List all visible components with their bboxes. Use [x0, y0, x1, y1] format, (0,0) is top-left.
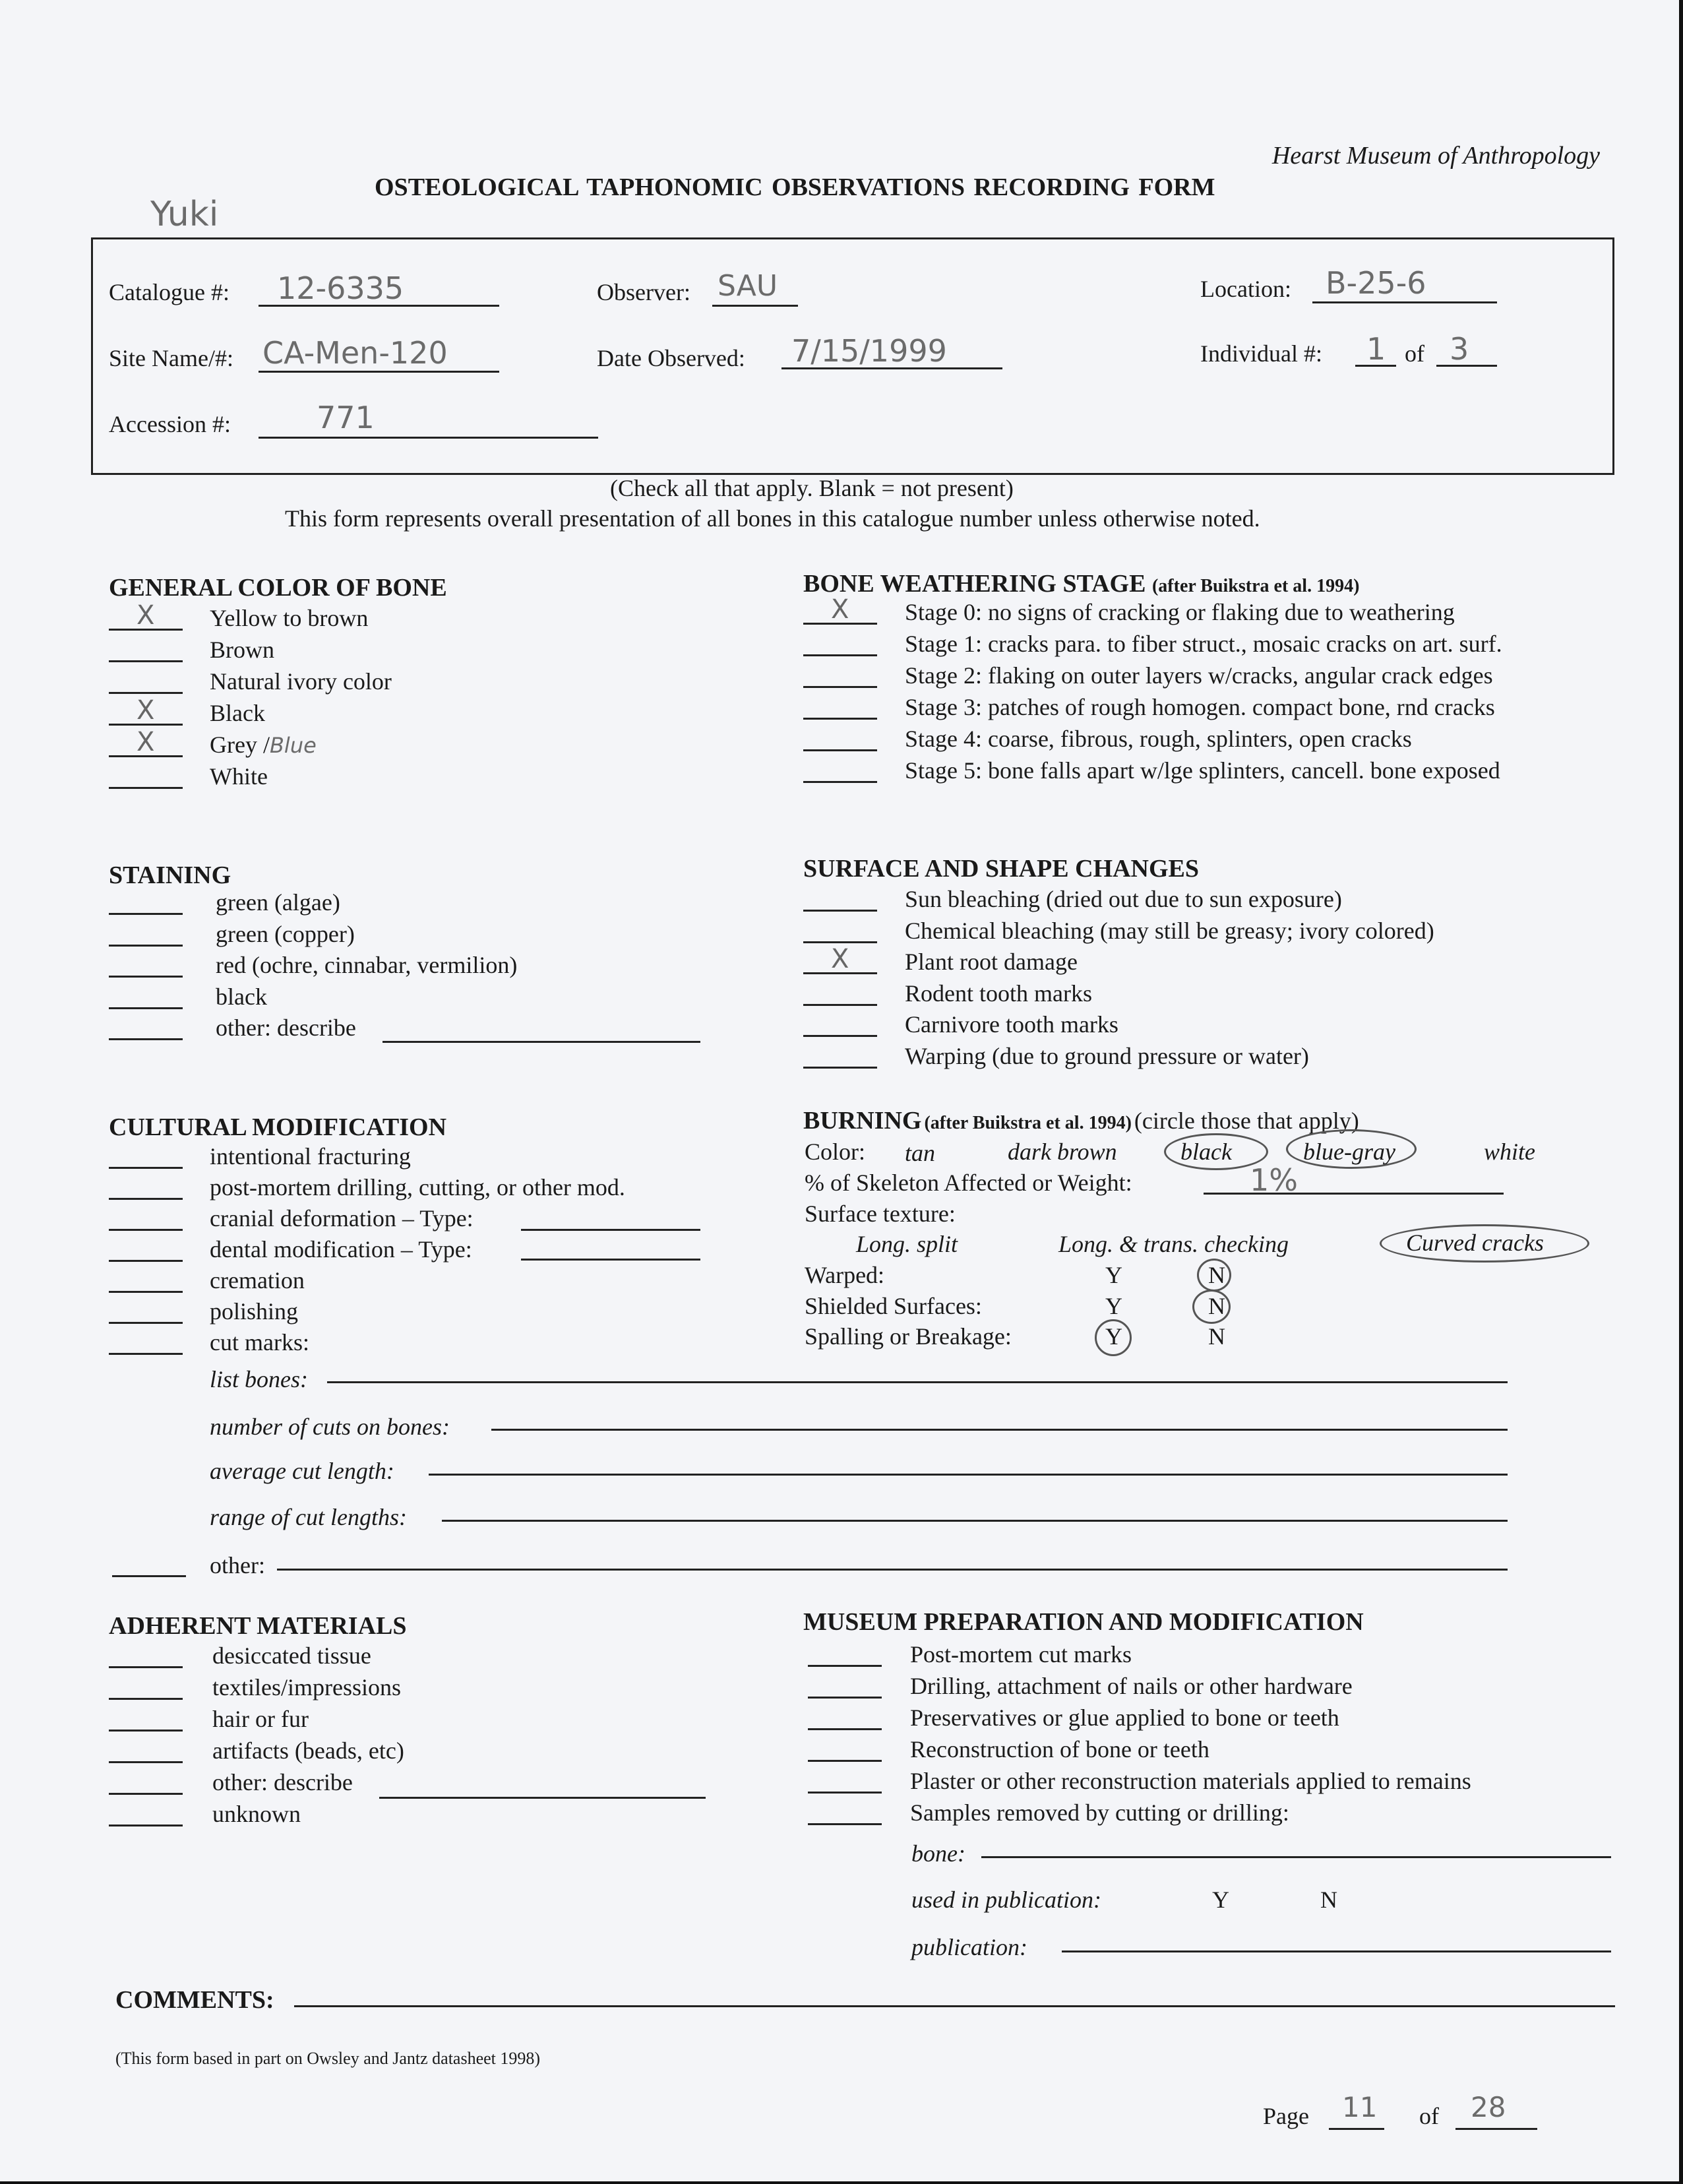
section-general-color-title: GENERAL COLOR OF BONE: [109, 574, 447, 602]
location-label: Location:: [1200, 276, 1291, 302]
section-burning-title: [803, 1108, 1359, 1134]
observer-field[interactable]: SAU: [718, 269, 778, 303]
item-text: Yellow to brown: [210, 605, 369, 631]
date-field[interactable]: 7/15/1999: [791, 333, 947, 369]
checklist-item-label: [910, 1769, 1471, 1793]
section-staining-title: STAINING: [109, 861, 231, 889]
checklist-item-label: [210, 1144, 411, 1168]
percent-affected-line: [1204, 1193, 1504, 1195]
item-text: cremation: [210, 1267, 305, 1294]
checkbox-blank[interactable]: [803, 686, 877, 688]
instructions-check: (Check all that apply. Blank = not present): [610, 475, 1014, 501]
checkbox-blank[interactable]: [803, 941, 877, 943]
checkbox-blank[interactable]: [803, 910, 877, 912]
checkbox-blank[interactable]: [109, 1038, 183, 1040]
checkbox-blank[interactable]: [109, 1825, 183, 1826]
item-text: Grey /: [210, 732, 270, 758]
checklist-item-label: [210, 1237, 472, 1261]
checklist-item-label: [212, 1675, 401, 1699]
burning-color-dark-brown[interactable]: dark brown: [1008, 1139, 1117, 1165]
adherent-other-describe-line[interactable]: [379, 1797, 706, 1799]
checkbox-blank[interactable]: [109, 1353, 183, 1355]
checkbox-blank[interactable]: [109, 945, 183, 947]
burning-title: BURNING: [803, 1107, 922, 1135]
individual-label: Individual #:: [1200, 340, 1322, 367]
publication-field[interactable]: [1062, 1950, 1611, 1952]
checkbox-blank[interactable]: [109, 1007, 183, 1009]
used-in-publication-y[interactable]: Y: [1212, 1887, 1229, 1913]
checkbox-blank[interactable]: [109, 1229, 183, 1231]
form-title: OSTEOLOGICAL TAPHONOMIC OBSERVATIONS RECORDING FORM: [375, 173, 1215, 201]
item-text: Stage 1: cracks para. to fiber struct., mosaic cracks on art. surf.: [905, 631, 1502, 657]
checkbox-blank[interactable]: [808, 1665, 882, 1667]
average-cut-length-field[interactable]: [429, 1474, 1508, 1476]
shielded-n[interactable]: N: [1208, 1293, 1225, 1319]
checklist-item-label: [216, 953, 517, 977]
checklist-item-label: [905, 695, 1495, 719]
catalogue-field[interactable]: 12-6335: [277, 270, 404, 306]
checkbox-blank[interactable]: [109, 1291, 183, 1293]
location-field[interactable]: B-25-6: [1326, 265, 1426, 301]
page-number-line: [1329, 2128, 1384, 2130]
checkbox-blank[interactable]: [109, 1761, 183, 1763]
item-text: Stage 4: coarse, fibrous, rough, splinters, open cracks: [905, 726, 1412, 752]
spalling-label: Spalling or Breakage:: [805, 1323, 1012, 1350]
site-field[interactable]: CA-Men-120: [262, 335, 448, 371]
warped-y[interactable]: Y: [1105, 1262, 1122, 1288]
item-text: Carnivore tooth marks: [905, 1011, 1118, 1038]
percent-affected-label: % of Skeleton Affected or Weight:: [805, 1170, 1132, 1196]
section-weathering-title: [803, 571, 1359, 596]
burning-color-white[interactable]: white: [1484, 1139, 1535, 1165]
texture-curved-cracks[interactable]: Curved cracks: [1406, 1230, 1544, 1256]
location-field-line: [1312, 301, 1497, 303]
cultural-other-field[interactable]: [277, 1569, 1508, 1571]
checklist-item-label: [210, 1299, 298, 1323]
date-label: Date Observed:: [597, 345, 745, 371]
checklist-item-label: [910, 1674, 1353, 1698]
item-text: Plaster or other reconstruction materials applied to remains: [910, 1768, 1471, 1794]
individual-field[interactable]: 1: [1366, 331, 1386, 367]
item-text: green (copper): [216, 920, 355, 947]
list-bones-field[interactable]: [327, 1381, 1508, 1383]
cranial-type-line[interactable]: [521, 1229, 700, 1231]
item-text: Stage 3: patches of rough homogen. compact bone, rnd cracks: [905, 694, 1495, 720]
burning-subtitle: (after Buikstra et al. 1994): [924, 1113, 1132, 1133]
range-of-cut-lengths-field[interactable]: [442, 1520, 1508, 1522]
comments-field[interactable]: [294, 2005, 1615, 2007]
checkbox-blank[interactable]: [109, 913, 183, 915]
handwritten-note: Blue: [269, 733, 317, 758]
texture-long-split[interactable]: Long. split: [856, 1231, 958, 1257]
item-text: Brown: [210, 637, 274, 663]
item-text: Samples removed by cutting or drilling:: [910, 1799, 1289, 1826]
burning-color-blue-gray[interactable]: blue-gray: [1303, 1139, 1395, 1165]
item-text: hair or fur: [212, 1706, 309, 1732]
form-credit: (This form based in part on Owsley and Jantz datasheet 1998): [115, 2049, 541, 2068]
page-total-field[interactable]: 28: [1471, 2091, 1506, 2123]
number-of-cuts-field[interactable]: [491, 1429, 1508, 1431]
checklist-item-label: [905, 600, 1455, 624]
scan-edge-bottom: [0, 2181, 1683, 2184]
checklist-item-label: [910, 1737, 1209, 1761]
checklist-item-label: [905, 919, 1434, 943]
used-in-publication-n[interactable]: N: [1320, 1887, 1337, 1913]
item-text: Post-mortem cut marks: [910, 1641, 1132, 1668]
item-text: Warping (due to ground pressure or water): [905, 1042, 1309, 1069]
texture-long-trans-checking[interactable]: Long. & trans. checking: [1058, 1231, 1289, 1257]
circle-spalling-y: [1095, 1319, 1132, 1356]
observer-label: Observer:: [597, 279, 690, 305]
checkbox-blank[interactable]: [109, 660, 183, 662]
item-text: unknown: [212, 1801, 301, 1827]
checklist-item-label: [212, 1802, 301, 1826]
checkbox-blank[interactable]: [109, 1793, 183, 1795]
checklist-item-label: [210, 1268, 305, 1292]
used-in-publication-label: used in publication:: [911, 1887, 1101, 1913]
item-text: textiles/impressions: [212, 1674, 401, 1700]
checkbox-blank[interactable]: [808, 1697, 882, 1699]
shielded-label: Shielded Surfaces:: [805, 1293, 982, 1319]
checklist-item-label: [905, 982, 1092, 1005]
checkbox-blank[interactable]: [803, 749, 877, 751]
weathering-subtitle: (after Buikstra et al. 1994): [1151, 576, 1360, 596]
museum-bone-label: bone:: [911, 1840, 965, 1867]
section-cultural-title: CULTURAL MODIFICATION: [109, 1113, 447, 1141]
circle-curved-cracks: [1380, 1224, 1589, 1263]
item-text: other: describe: [216, 1014, 356, 1041]
checkbox-blank[interactable]: [803, 781, 877, 783]
checklist-item-label: [216, 985, 267, 1009]
check-x-mark: X: [137, 695, 155, 726]
checklist-item-label: [905, 1044, 1309, 1068]
checklist-item-label: [210, 670, 392, 693]
item-text: polishing: [210, 1298, 299, 1325]
checklist-item-label: [210, 764, 268, 788]
item-text: other: describe: [212, 1769, 353, 1795]
check-x-mark: X: [137, 727, 155, 757]
item-text: Plant root damage: [905, 949, 1078, 975]
publication-label: publication:: [911, 1934, 1027, 1960]
item-text: Rodent tooth marks: [905, 980, 1092, 1007]
weathering-title: BONE WEATHERING STAGE: [803, 570, 1146, 598]
item-text: cranial deformation – Type:: [210, 1205, 474, 1232]
checkbox-blank[interactable]: [803, 1067, 877, 1069]
checkbox-blank[interactable]: [109, 1167, 183, 1169]
section-museum-title: MUSEUM PREPARATION AND MODIFICATION: [803, 1608, 1364, 1636]
burning-color-black[interactable]: black: [1180, 1139, 1232, 1165]
checklist-item-label: [905, 950, 1078, 974]
page-of-label: of: [1419, 2103, 1439, 2129]
checklist-item-label: [212, 1644, 371, 1668]
checklist-item-label: [910, 1801, 1289, 1825]
section-surface-title: SURFACE AND SHAPE CHANGES: [803, 855, 1199, 883]
checkbox-blank[interactable]: [109, 787, 183, 789]
checklist-item-label: [905, 1013, 1118, 1036]
checkbox-blank[interactable]: [803, 1004, 877, 1006]
institution-name: Hearst Museum of Anthropology: [1271, 142, 1600, 170]
item-text: post-mortem drilling, cutting, or other mod.: [210, 1174, 625, 1201]
checklist-item-label: [216, 1016, 356, 1040]
handwritten-name: Yuki: [150, 195, 219, 234]
checklist-item-label: [210, 1175, 625, 1199]
checklist-item-label: [212, 1707, 309, 1731]
individual-of-label: of: [1405, 340, 1424, 367]
shielded-y[interactable]: Y: [1105, 1293, 1122, 1319]
museum-bone-field[interactable]: [981, 1856, 1611, 1858]
item-text: Stage 5: bone falls apart w/lge splinters, cancell. bone exposed: [905, 757, 1500, 784]
comments-label: COMMENTS:: [115, 1986, 274, 2014]
item-text: Drilling, attachment of nails or other hardware: [910, 1673, 1353, 1699]
checkbox-blank[interactable]: [109, 692, 183, 694]
spalling-n[interactable]: N: [1208, 1323, 1225, 1350]
checklist-item-label: [210, 1206, 474, 1230]
burning-color-tan[interactable]: tan: [905, 1140, 936, 1166]
checklist-item-label: [212, 1739, 404, 1763]
catalogue-label: Catalogue #:: [109, 279, 229, 305]
warped-n[interactable]: N: [1208, 1262, 1225, 1288]
item-text: green (algae): [216, 889, 340, 916]
checklist-item-label: [210, 701, 265, 725]
observer-field-line: [712, 305, 798, 307]
item-text: Stage 2: flaking on outer layers w/cracks, angular crack edges: [905, 662, 1493, 689]
checklist-item-label: [212, 1770, 353, 1794]
checklist-item-label: [210, 733, 317, 757]
other-checkbox-blank[interactable]: [112, 1575, 186, 1577]
surface-texture-label: Surface texture:: [805, 1201, 956, 1227]
dental-type-line[interactable]: [521, 1259, 700, 1261]
check-x-mark: X: [137, 600, 155, 631]
checklist-item-label: [210, 638, 274, 662]
instructions-presentation: This form represents overall presentation of all bones in this catalogue number unless otherwise noted.: [285, 505, 1260, 532]
checkbox-blank[interactable]: [109, 1198, 183, 1200]
checkbox-blank[interactable]: [109, 1666, 183, 1668]
page-number-field[interactable]: 11: [1342, 2091, 1378, 2123]
item-text: red (ochre, cinnabar, vermilion): [216, 952, 518, 978]
item-text: desiccated tissue: [212, 1642, 371, 1669]
checklist-item-label: [216, 890, 340, 914]
checkbox-blank[interactable]: [803, 1035, 877, 1037]
individual-total-field[interactable]: 3: [1450, 331, 1469, 367]
checklist-item-label: [210, 1330, 309, 1354]
checkbox-blank[interactable]: [803, 718, 877, 720]
warped-label: Warped:: [805, 1262, 885, 1288]
section-adherent-title: ADHERENT MATERIALS: [109, 1612, 407, 1640]
checklist-item-label: [910, 1642, 1132, 1666]
checklist-item-label: [905, 664, 1493, 687]
item-text: Chemical bleaching (may still be greasy; ivory colored): [905, 917, 1434, 944]
average-cut-length-label: average cut length:: [210, 1458, 394, 1484]
item-text: dental modification – Type:: [210, 1236, 472, 1263]
burning-instruction: (circle those that apply): [1134, 1108, 1359, 1134]
checklist-item-label: [905, 759, 1500, 782]
checkbox-blank[interactable]: [803, 654, 877, 656]
item-text: intentional fracturing: [210, 1143, 411, 1170]
item-text: Reconstruction of bone or teeth: [910, 1736, 1209, 1763]
checkbox-blank[interactable]: [109, 976, 183, 978]
percent-affected-field[interactable]: 1%: [1250, 1162, 1298, 1198]
accession-field[interactable]: 771: [317, 400, 375, 435]
checkbox-blank[interactable]: [808, 1760, 882, 1762]
cultural-other-label: other:: [210, 1552, 265, 1578]
checklist-item-label: [210, 606, 368, 630]
site-field-line: [259, 371, 499, 373]
checklist-item-label: [216, 922, 355, 946]
check-x-mark: X: [831, 594, 849, 625]
staining-other-describe-line[interactable]: [382, 1041, 700, 1043]
item-text: Black: [210, 700, 265, 726]
page-label: Page: [1263, 2103, 1309, 2129]
item-text: artifacts (beads, etc): [212, 1737, 404, 1764]
scan-edge-right: [1679, 0, 1683, 2184]
circle-warped-n: [1197, 1259, 1231, 1292]
accession-label: Accession #:: [109, 411, 231, 437]
item-text: Sun bleaching (dried out due to sun exposure): [905, 886, 1342, 912]
checklist-item-label: [905, 727, 1412, 751]
checkbox-blank[interactable]: [109, 1322, 183, 1324]
item-text: White: [210, 763, 268, 790]
item-text: Natural ivory color: [210, 668, 392, 695]
checkbox-blank[interactable]: [109, 1698, 183, 1700]
range-of-cut-lengths-label: range of cut lengths:: [210, 1504, 407, 1530]
checkbox-blank[interactable]: [109, 1260, 183, 1262]
page-total-line: [1455, 2128, 1537, 2130]
checklist-item-label: [905, 887, 1342, 911]
checkbox-blank[interactable]: [109, 1730, 183, 1732]
item-text: cut marks:: [210, 1329, 309, 1356]
checkbox-blank[interactable]: [808, 1728, 882, 1730]
list-bones-label: list bones:: [210, 1366, 308, 1392]
checklist-item-label: [910, 1706, 1339, 1730]
item-text: Stage 0: no signs of cracking or flaking due to weathering: [905, 599, 1455, 625]
site-label: Site Name/#:: [109, 345, 233, 371]
checkbox-blank[interactable]: [808, 1792, 882, 1794]
accession-field-line: [259, 437, 598, 439]
circle-shielded-n: [1192, 1290, 1231, 1324]
circle-blue-gray: [1286, 1129, 1417, 1169]
burning-color-label: Color:: [805, 1139, 866, 1165]
checklist-item-label: [905, 632, 1502, 656]
item-text: Preservatives or glue applied to bone or teeth: [910, 1704, 1339, 1731]
spalling-y[interactable]: Y: [1105, 1323, 1122, 1350]
checkbox-blank[interactable]: [808, 1823, 882, 1825]
item-text: black: [216, 983, 267, 1010]
check-x-mark: X: [831, 944, 849, 974]
number-of-cuts-label: number of cuts on bones:: [210, 1414, 450, 1440]
